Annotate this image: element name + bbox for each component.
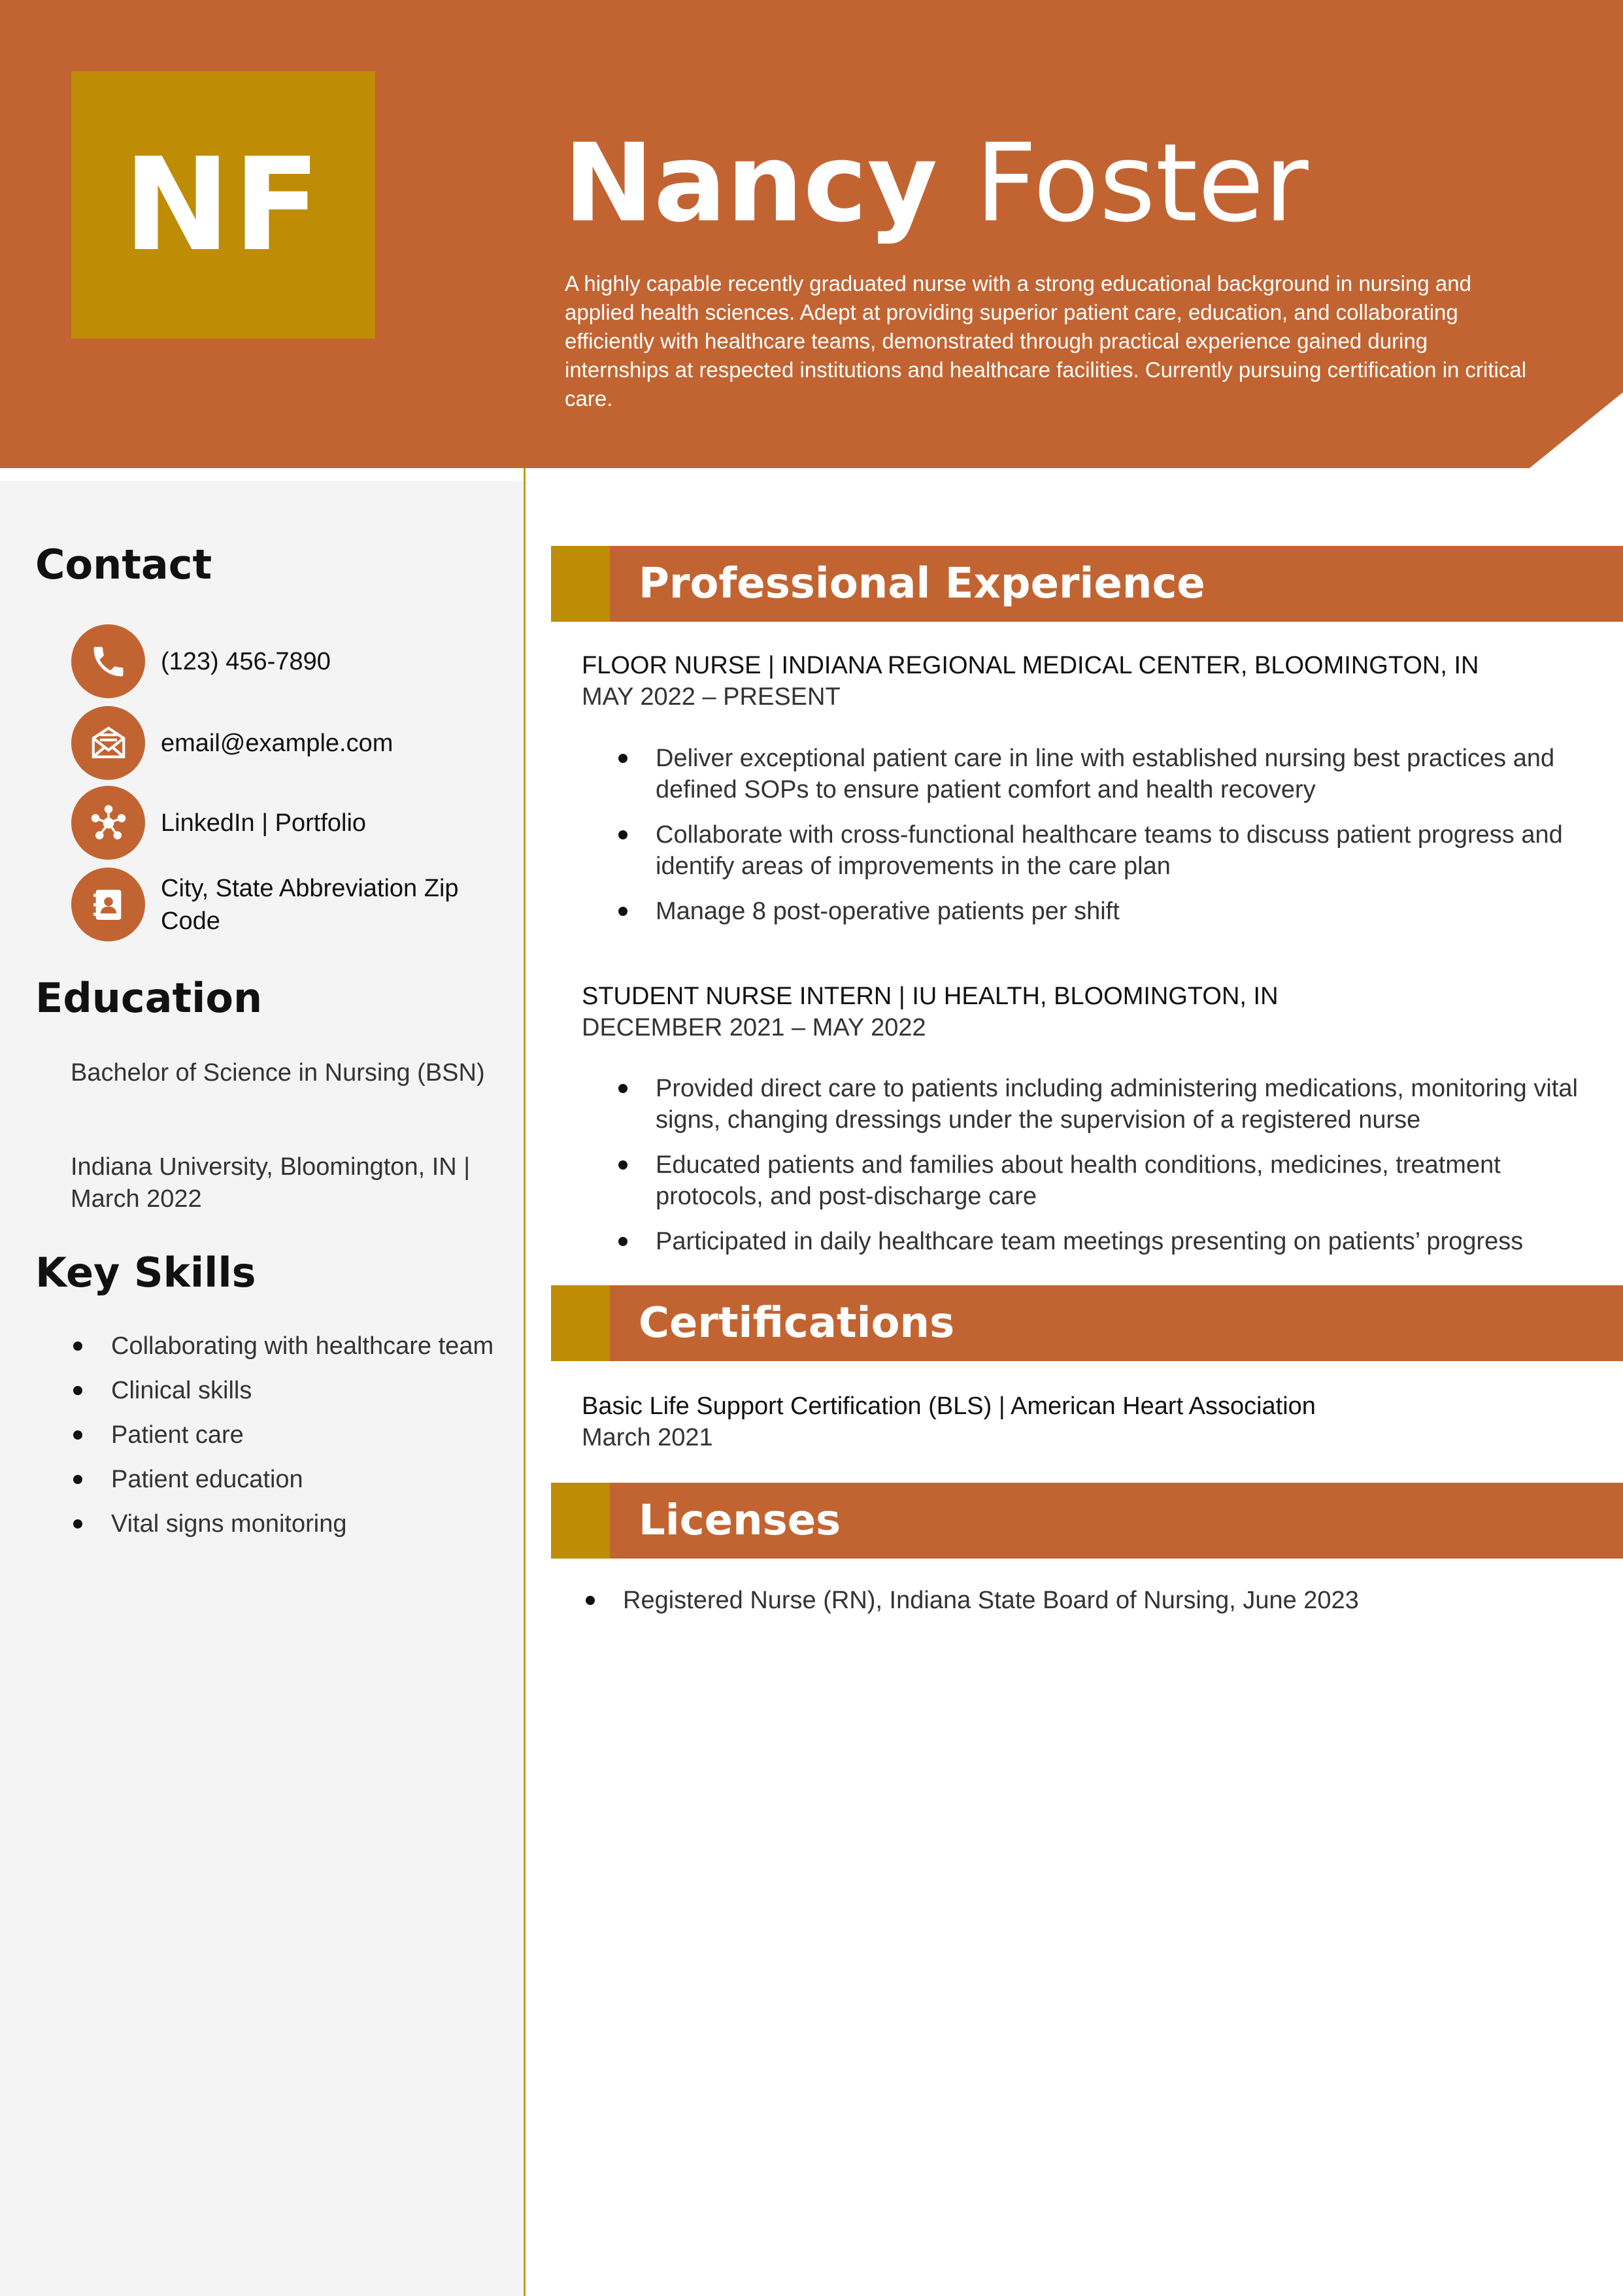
contact-links[interactable] [71, 786, 501, 860]
last-name: Foster [975, 120, 1309, 246]
certification-entry [582, 1391, 1601, 1453]
education-heading: Education [35, 974, 263, 1022]
certification-name: Basic Life Support Certification (BLS) | American Heart Association [582, 1393, 1316, 1420]
job-entry-2 [582, 981, 1601, 1043]
certifications-section-bar [551, 1285, 1623, 1361]
job-entry-1 [582, 650, 1601, 713]
network-icon [71, 786, 145, 860]
section-accent [551, 1285, 610, 1361]
phone-icon [71, 624, 145, 698]
resume-header [0, 0, 1623, 468]
contact-email[interactable] [71, 706, 501, 780]
job-title: FLOOR NURSE | INDIANA REGIONAL MEDICAL CENTER, BLOOMINGTON, IN [582, 652, 1479, 679]
list-item: Patient education [71, 1464, 495, 1496]
header-corner-cut [1530, 392, 1623, 468]
job-1-bullets [582, 743, 1601, 941]
list-item: Collaborating with healthcare team [71, 1330, 495, 1362]
section-accent [551, 546, 610, 622]
skills-heading: Key Skills [35, 1249, 256, 1296]
contact-text: email@example.com [161, 729, 393, 757]
experience-section-bar [551, 546, 1623, 622]
licenses-heading: Licenses [639, 1496, 841, 1545]
contact-text: LinkedIn | Portfolio [161, 809, 367, 837]
list-item: Educated patients and families about health conditions, medicines, treatment protocols, and post-discharge care [582, 1149, 1601, 1212]
job-title: STUDENT NURSE INTERN | IU HEALTH, BLOOMINGTON, IN [582, 983, 1279, 1010]
skills-list [71, 1330, 495, 1553]
list-item: Participated in daily healthcare team meetings presenting on patients’ progress [582, 1226, 1601, 1257]
job-2-bullets [582, 1073, 1601, 1271]
list-item: Collaborate with cross-functional healthcare teams to discuss patient progress and identify areas of improvements in the care plan [582, 819, 1601, 882]
education-school: Indiana University, Bloomington, IN | March 2022 [71, 1153, 471, 1213]
monogram-badge [71, 71, 375, 339]
contact-phone[interactable] [71, 624, 501, 698]
contact-address[interactable] [71, 868, 501, 941]
list-item: Vital signs monitoring [71, 1508, 495, 1540]
list-item: Patient care [71, 1419, 495, 1451]
section-accent [551, 1483, 610, 1559]
education-degree: Bachelor of Science in Nursing (BSN) [71, 1059, 485, 1087]
contact-text: City, State Abbreviation Zip Code [161, 874, 459, 935]
list-item: Provided direct care to patients including administering medications, monitoring vital signs, changing dressings under the supervision of a registered nurse [582, 1073, 1601, 1136]
job-dates: MAY 2022 – PRESENT [582, 683, 841, 711]
list-item: Clinical skills [71, 1375, 495, 1407]
address-book-icon [71, 868, 145, 941]
envelope-icon [71, 706, 145, 780]
certification-date: March 2021 [582, 1424, 713, 1451]
list-item: Registered Nurse (RN), Indiana State Board of Nursing, June 2023 [549, 1585, 1595, 1616]
certifications-heading: Certifications [639, 1299, 955, 1347]
column-divider [524, 468, 526, 2296]
licenses-list [549, 1585, 1595, 1630]
first-name: Nancy [563, 120, 938, 246]
licenses-section-bar [551, 1483, 1623, 1559]
contact-text: (123) 456-7890 [161, 647, 331, 675]
job-dates: DECEMBER 2021 – MAY 2022 [582, 1014, 926, 1041]
candidate-name [563, 120, 1309, 246]
list-item: Deliver exceptional patient care in line with established nursing best practices and defined SOPs to ensure patient comfort and health recovery [582, 743, 1601, 805]
monogram-text: NF [123, 130, 324, 280]
contact-heading: Contact [35, 541, 212, 588]
experience-heading: Professional Experience [639, 560, 1205, 608]
list-item: Manage 8 post-operative patients per shift [582, 896, 1601, 927]
professional-summary: A highly capable recently graduated nurse with a strong educational background in nursing and applied health sciences. Adept at providing superior patient care, education, and collaborating efficiently with healthcare teams, demonstrated through practical experience gained during internships at respected institutions and healthcare facilities. Currently pursuing certification in critical care. [565, 271, 1527, 411]
